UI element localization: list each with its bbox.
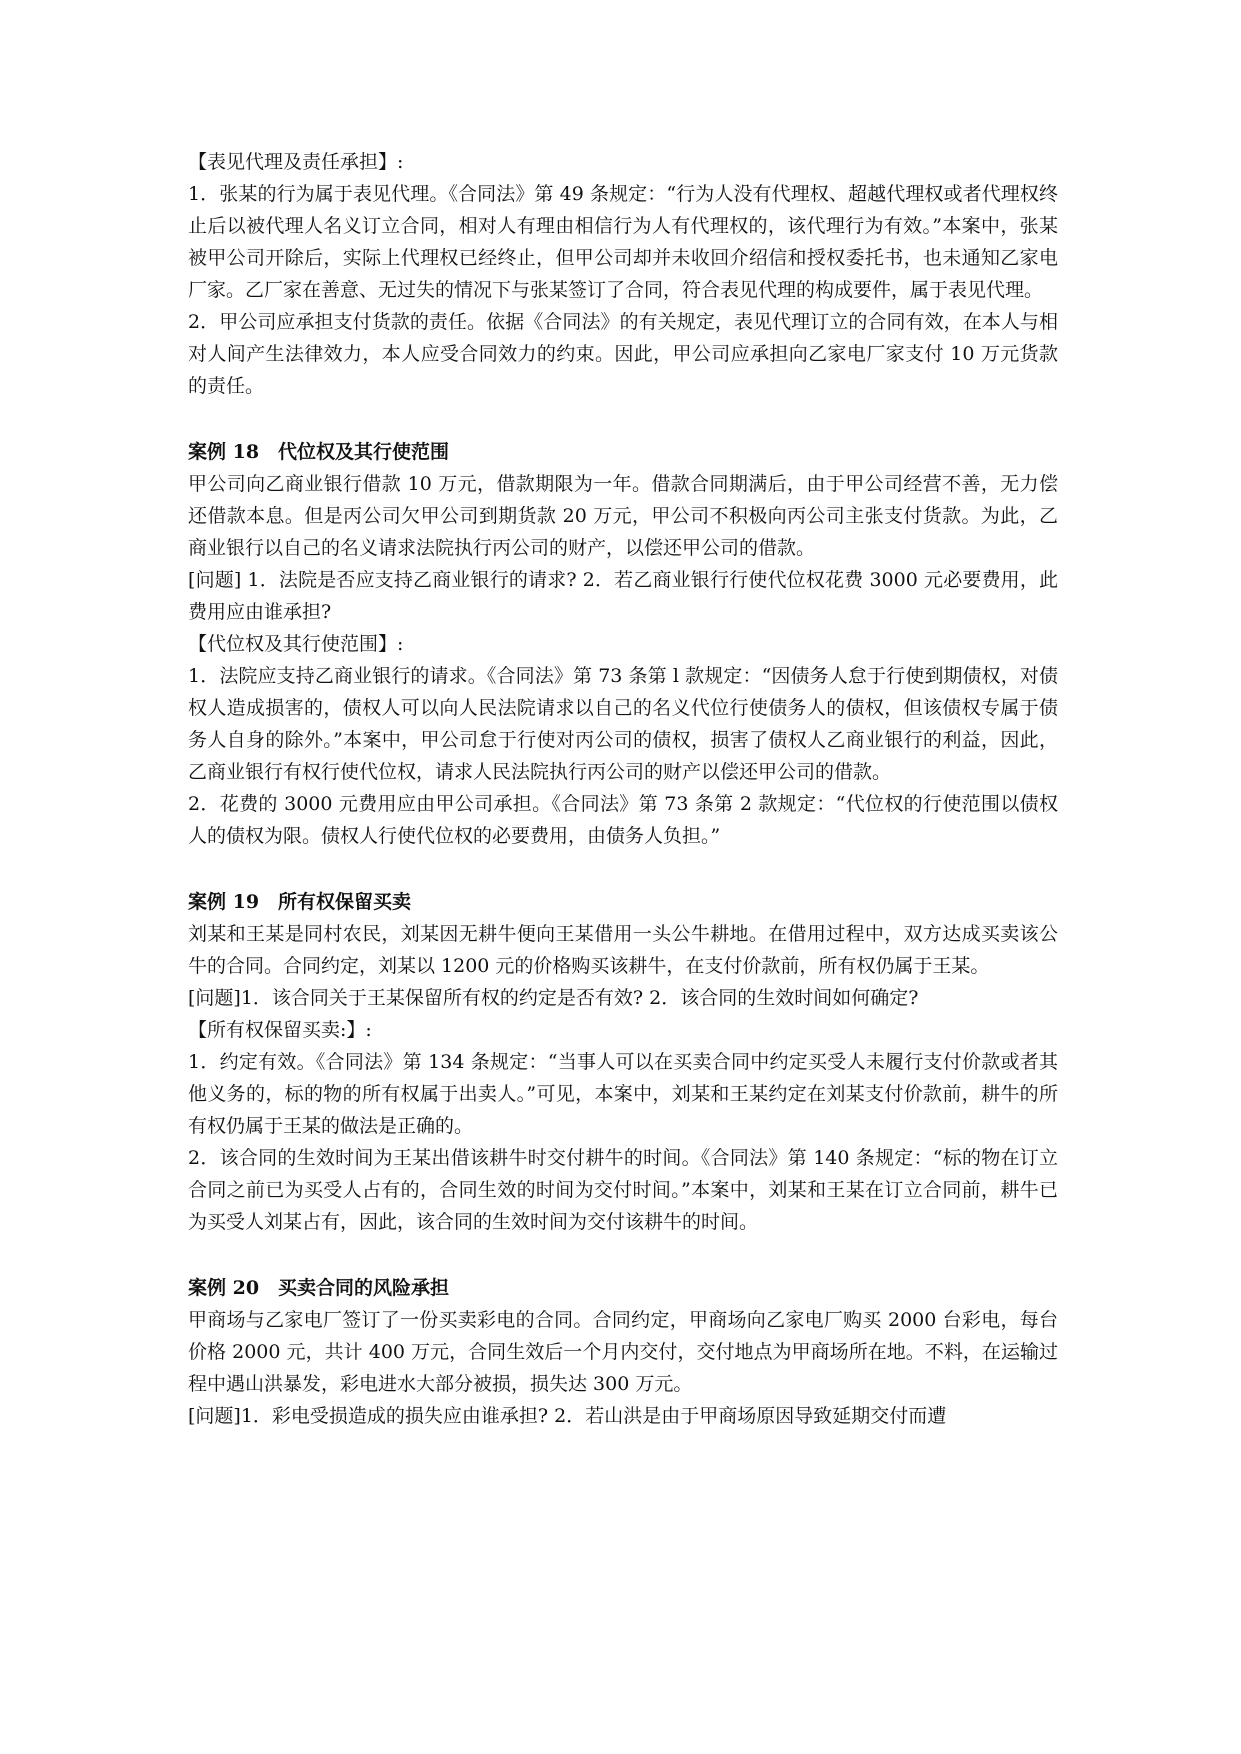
case-title: 案例 18 代位权及其行使范围 xyxy=(188,441,450,463)
answer-paragraph-2: 2．花费的 3000 元费用应由甲公司承担。《合同法》第 73 条第 2 款规定：“代位权的行使范围以债权人的债权为限。债权人行使代位权的必要费用，由债务人负担。” xyxy=(188,793,1058,847)
answer-heading: 【代位权及其行使范围】: xyxy=(188,633,404,655)
case-facts: 刘某和王某是同村农民，刘某因无耕牛便向王某借用一头公牛耕地。在借用过程中，双方达成买卖该公牛的合同。合同约定，刘某以 1200 元的价格购买该耕牛，在支付价款前，所有权仍属于王某。 xyxy=(188,923,1058,977)
case-17-answer xyxy=(188,146,1058,402)
answer-paragraph-1: 1．张某的行为属于表见代理。《合同法》第 49 条规定：“行为人没有代理权、超越代理权或者代理权终止后以被代理人名义订立合同，相对人有理由相信行为人有代理权的，该代理行为有效。”本案中，张某被甲公司开除后，实际上代理权已经终止，但甲公司却并未收回介绍信和授权委托书，也未通知乙家电厂家。乙厂家在善意、无过失的情况下与张某签订了合同，符合表见代理的构成要件，属于表见代理。 xyxy=(188,183,1058,301)
answer-paragraph-2: 2．该合同的生效时间为王某出借该耕牛时交付耕牛的时间。《合同法》第 140 条规定：“标的物在订立合同之前已为买受人占有的，合同生效的时间为交付时间。”本案中，刘某和王某在订立合同前，耕牛已为买受人刘某占有，因此，该合同的生效时间为交付该耕牛的时间。 xyxy=(188,1147,1058,1233)
case-facts: 甲商场与乙家电厂签订了一份买卖彩电的合同。合同约定，甲商场向乙家电厂购买 2000 台彩电，每台价格 2000 元，共计 400 万元，合同生效后一个月内交付，交付地点为甲商场所在地。不料，在运输过程中遇山洪暴发，彩电进水大部分被损，损失达 300 万元。 xyxy=(188,1309,1058,1395)
answer-paragraph-1: 1．约定有效。《合同法》第 134 条规定：“当事人可以在买卖合同中约定买受人未履行支付价款或者其他义务的，标的物的所有权属于出卖人。”可见，本案中，刘某和王某约定在刘某支付价款前，耕牛的所有权仍属于王某的做法是正确的。 xyxy=(188,1051,1058,1137)
case-20 xyxy=(188,1272,1058,1432)
case-facts: 甲公司向乙商业银行借款 10 万元，借款期限为一年。借款合同期满后，由于甲公司经营不善，无力偿还借款本息。但是丙公司欠甲公司到期货款 20 万元，甲公司不积极向丙公司主张支付货款。为此，乙商业银行以自己的名义请求法院执行丙公司的财产，以偿还甲公司的借款。 xyxy=(188,473,1058,559)
case-19 xyxy=(188,886,1058,1238)
section-gap xyxy=(188,402,1058,436)
case-title: 案例 20 买卖合同的风险承担 xyxy=(188,1277,450,1299)
section-gap xyxy=(188,1238,1058,1272)
answer-paragraph-1: 1．法院应支持乙商业银行的请求。《合同法》第 73 条第 l 款规定：“因债务人怠于行使到期债权，对债权人造成损害的，债权人可以向人民法院请求以自己的名义代位行使债务人的债权，但该债权专属于债务人自身的除外。”本案中，甲公司怠于行使对丙公司的债权，损害了债权人乙商业银行的利益，因此，乙商业银行有权行使代位权，请求人民法院执行丙公司的财产以偿还甲公司的借款。 xyxy=(188,665,1058,783)
case-question: [问题]1．该合同关于王某保留所有权的约定是否有效? 2．该合同的生效时间如何确定? xyxy=(188,987,919,1009)
case-question: [问题] 1．法院是否应支持乙商业银行的请求? 2．若乙商业银行行使代位权花费 3000 元必要费用，此费用应由谁承担? xyxy=(188,569,1058,623)
answer-heading: 【表见代理及责任承担】: xyxy=(188,151,404,173)
case-title: 案例 19 所有权保留买卖 xyxy=(188,891,412,913)
document-page xyxy=(188,146,1058,1432)
case-question: [问题]1．彩电受损造成的损失应由谁承担? 2．若山洪是由于甲商场原因导致延期交付而遭 xyxy=(188,1405,947,1427)
answer-paragraph-2: 2．甲公司应承担支付货款的责任。依据《合同法》的有关规定，表见代理订立的合同有效，在本人与相对人间产生法律效力，本人应受合同效力的约束。因此，甲公司应承担向乙家电厂家支付 10 万元货款的责任。 xyxy=(188,311,1058,397)
answer-heading: 【所有权保留买卖:】: xyxy=(188,1019,372,1041)
section-gap xyxy=(188,852,1058,886)
case-18 xyxy=(188,436,1058,852)
